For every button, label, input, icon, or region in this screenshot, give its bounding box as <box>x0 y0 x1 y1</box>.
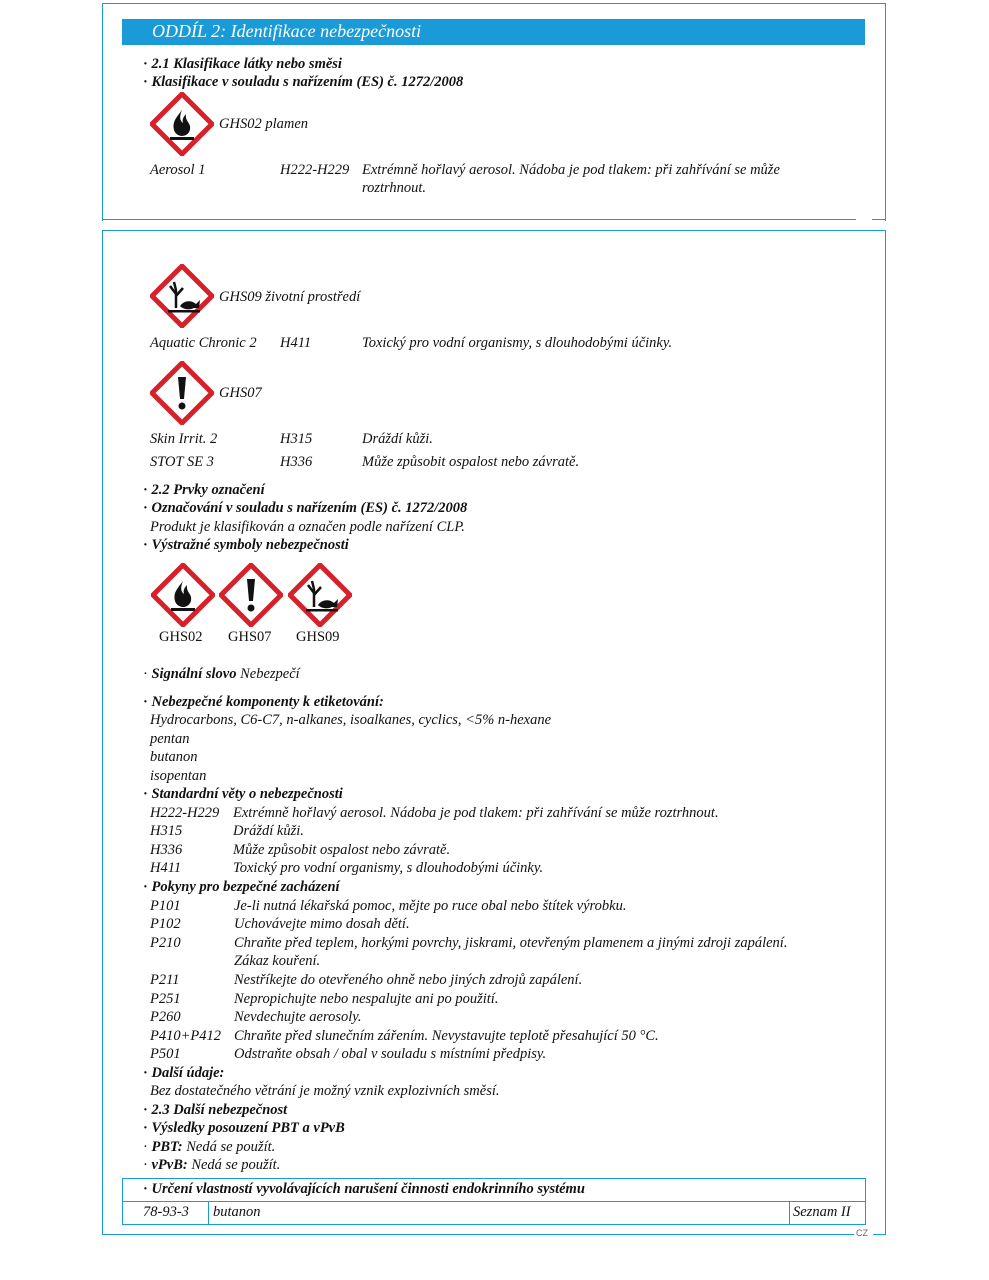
hazard-text: Toxický pro vodní organismy, s dlouhodobými účinky. <box>233 860 544 876</box>
hazard-code: H336 <box>150 842 183 858</box>
heading-classification-regulation: · Klasifikace v souladu s nařízením (ES) č. 1272/2008 <box>143 74 464 90</box>
precaution-code: P211 <box>150 972 180 988</box>
precaution-text: Nepropichujte nebo nespalujte ani po použití. <box>234 991 499 1007</box>
precaution-text: Odstraňte obsah / obal v souladu s místními předpisy. <box>234 1046 547 1062</box>
hazard-text: Dráždí kůži. <box>233 823 304 839</box>
frame-divider <box>885 206 886 220</box>
precaution-code: P501 <box>150 1046 181 1062</box>
aquatic-class: Aquatic Chronic 2 <box>150 335 257 351</box>
precaution-code: P251 <box>150 991 181 1007</box>
stot-code: H336 <box>280 454 313 470</box>
precaution-text: Chraňte před teplem, horkými povrchy, jiskrami, otevřeným plamenem a jinými zdroji zapálení. <box>234 935 788 951</box>
component-item: butanon <box>150 749 198 765</box>
flame-icon <box>150 92 214 156</box>
heading-other-hazards: · 2.3 Další nebezpečnost <box>143 1102 288 1118</box>
signal-word-line: · Signální slovo Nebezpečí <box>143 666 300 682</box>
heading-pictograms: · Výstražné symboly nebezpečnosti <box>143 537 349 553</box>
hazard-code: H222-H229 <box>150 805 220 821</box>
table-divider <box>208 1201 209 1224</box>
aerosol-class: Aerosol 1 <box>150 162 206 178</box>
pictogram-code: GHS02 <box>159 629 203 645</box>
flame-icon <box>151 563 215 627</box>
regulation-text: Produkt je klasifikován a označen podle nařízení CLP. <box>150 519 465 535</box>
frame-divider <box>873 1234 886 1235</box>
precaution-text: Chraňte před slunečním zářením. Nevystavujte teplotě přesahující 50 °C. <box>234 1028 659 1044</box>
component-item: pentan <box>150 731 190 747</box>
hazard-text: Může způsobit ospalost nebo závratě. <box>233 842 451 858</box>
skin-code: H315 <box>280 431 313 447</box>
endocrine-cas: 78-93-3 <box>143 1204 189 1220</box>
stot-class: STOT SE 3 <box>150 454 214 470</box>
hazard-code: H315 <box>150 823 183 839</box>
pbt-value: Nedá se použít. <box>186 1139 276 1155</box>
section-title-bar <box>122 19 865 45</box>
aerosol-code: H222-H229 <box>280 162 350 178</box>
precaution-text: Je-li nutná lékařská pomoc, mějte po ruce obal nebo štítek výrobku. <box>234 898 627 914</box>
stot-text: Může způsobit ospalost nebo závratě. <box>362 454 580 470</box>
endocrine-table <box>122 1178 866 1225</box>
aerosol-text: Extrémně hořlavý aerosol. Nádoba je pod tlakem: při zahřívání se může <box>362 162 780 178</box>
hazard-text: Extrémně hořlavý aerosol. Nádoba je pod tlakem: při zahřívání se může roztrhnout. <box>233 805 719 821</box>
heading-hazard-statements: · Standardní věty o nebezpečnosti <box>143 786 343 802</box>
frame-divider <box>102 1234 854 1235</box>
pictogram-code: GHS09 <box>296 629 340 645</box>
precaution-text: Nestříkejte do otevřeného ohně nebo jiných zdrojů zapálení. <box>234 972 583 988</box>
vpvb-line: · vPvB: Nedá se použít. <box>143 1157 281 1173</box>
frame-divider <box>872 219 886 220</box>
endocrine-table-header <box>123 1179 865 1202</box>
exclamation-icon <box>219 563 283 627</box>
signal-word: Nebezpečí <box>240 666 300 682</box>
vpvb-value: Nedá se použít. <box>191 1157 281 1173</box>
environment-icon <box>288 563 352 627</box>
aquatic-text: Toxický pro vodní organismy, s dlouhodobými účinky. <box>362 335 673 351</box>
other-info-text: Bez dostatečného větrání je možný vznik explozivních směsí. <box>150 1083 500 1099</box>
heading-other-info: · Další údaje: <box>143 1065 225 1081</box>
precaution-text: Zákaz kouření. <box>234 953 321 969</box>
aquatic-code: H411 <box>280 335 312 351</box>
ghs07-label: GHS07 <box>219 385 262 401</box>
pictogram-code: GHS07 <box>228 629 272 645</box>
heading-pbt-results: · Výsledky posouzení PBT a vPvB <box>143 1120 345 1136</box>
hazard-code: H411 <box>150 860 182 876</box>
heading-precautionary: · Pokyny pro bezpečné zacházení <box>143 879 340 895</box>
precaution-code: P260 <box>150 1009 181 1025</box>
endocrine-list: Seznam II <box>793 1204 851 1220</box>
language-code: CZ <box>856 1228 868 1238</box>
precaution-text: Nevdechujte aerosoly. <box>234 1009 362 1025</box>
endocrine-heading: · Určení vlastností vyvolávajících narušení činnosti endokrinního systému <box>143 1181 585 1197</box>
heading-components: · Nebezpečné komponenty k etiketování: <box>143 694 384 710</box>
component-item: isopentan <box>150 768 207 784</box>
pbt-line: · PBT: Nedá se použít. <box>143 1139 276 1155</box>
frame-divider <box>102 219 856 220</box>
endocrine-substance: butanon <box>213 1204 261 1220</box>
ghs02-label: GHS02 plamen <box>219 116 309 132</box>
component-item: Hydrocarbons, C6-C7, n-alkanes, isoalkanes, cyclics, <5% n-hexane <box>150 712 552 728</box>
section-title: ODDÍL 2: Identifikace nebezpečnosti <box>152 21 422 41</box>
environment-icon <box>150 264 214 328</box>
precaution-code: P101 <box>150 898 181 914</box>
skin-text: Dráždí kůži. <box>362 431 433 447</box>
precaution-code: P410+P412 <box>150 1028 221 1044</box>
precaution-text: Uchovávejte mimo dosah dětí. <box>234 916 410 932</box>
heading-label-elements: · 2.2 Prvky označení <box>143 482 265 498</box>
heading-labelling-regulation: · Označování v souladu s nařízením (ES) č. 1272/2008 <box>143 500 468 516</box>
skin-class: Skin Irrit. 2 <box>150 431 218 447</box>
heading-classification: · 2.1 Klasifikace látky nebo směsi <box>143 56 342 72</box>
table-divider <box>789 1201 790 1224</box>
aerosol-text-cont: roztrhnout. <box>362 180 427 196</box>
precaution-code: P102 <box>150 916 181 932</box>
exclamation-icon <box>150 361 214 425</box>
ghs09-label: GHS09 životní prostředí <box>219 289 361 305</box>
precaution-code: P210 <box>150 935 181 951</box>
